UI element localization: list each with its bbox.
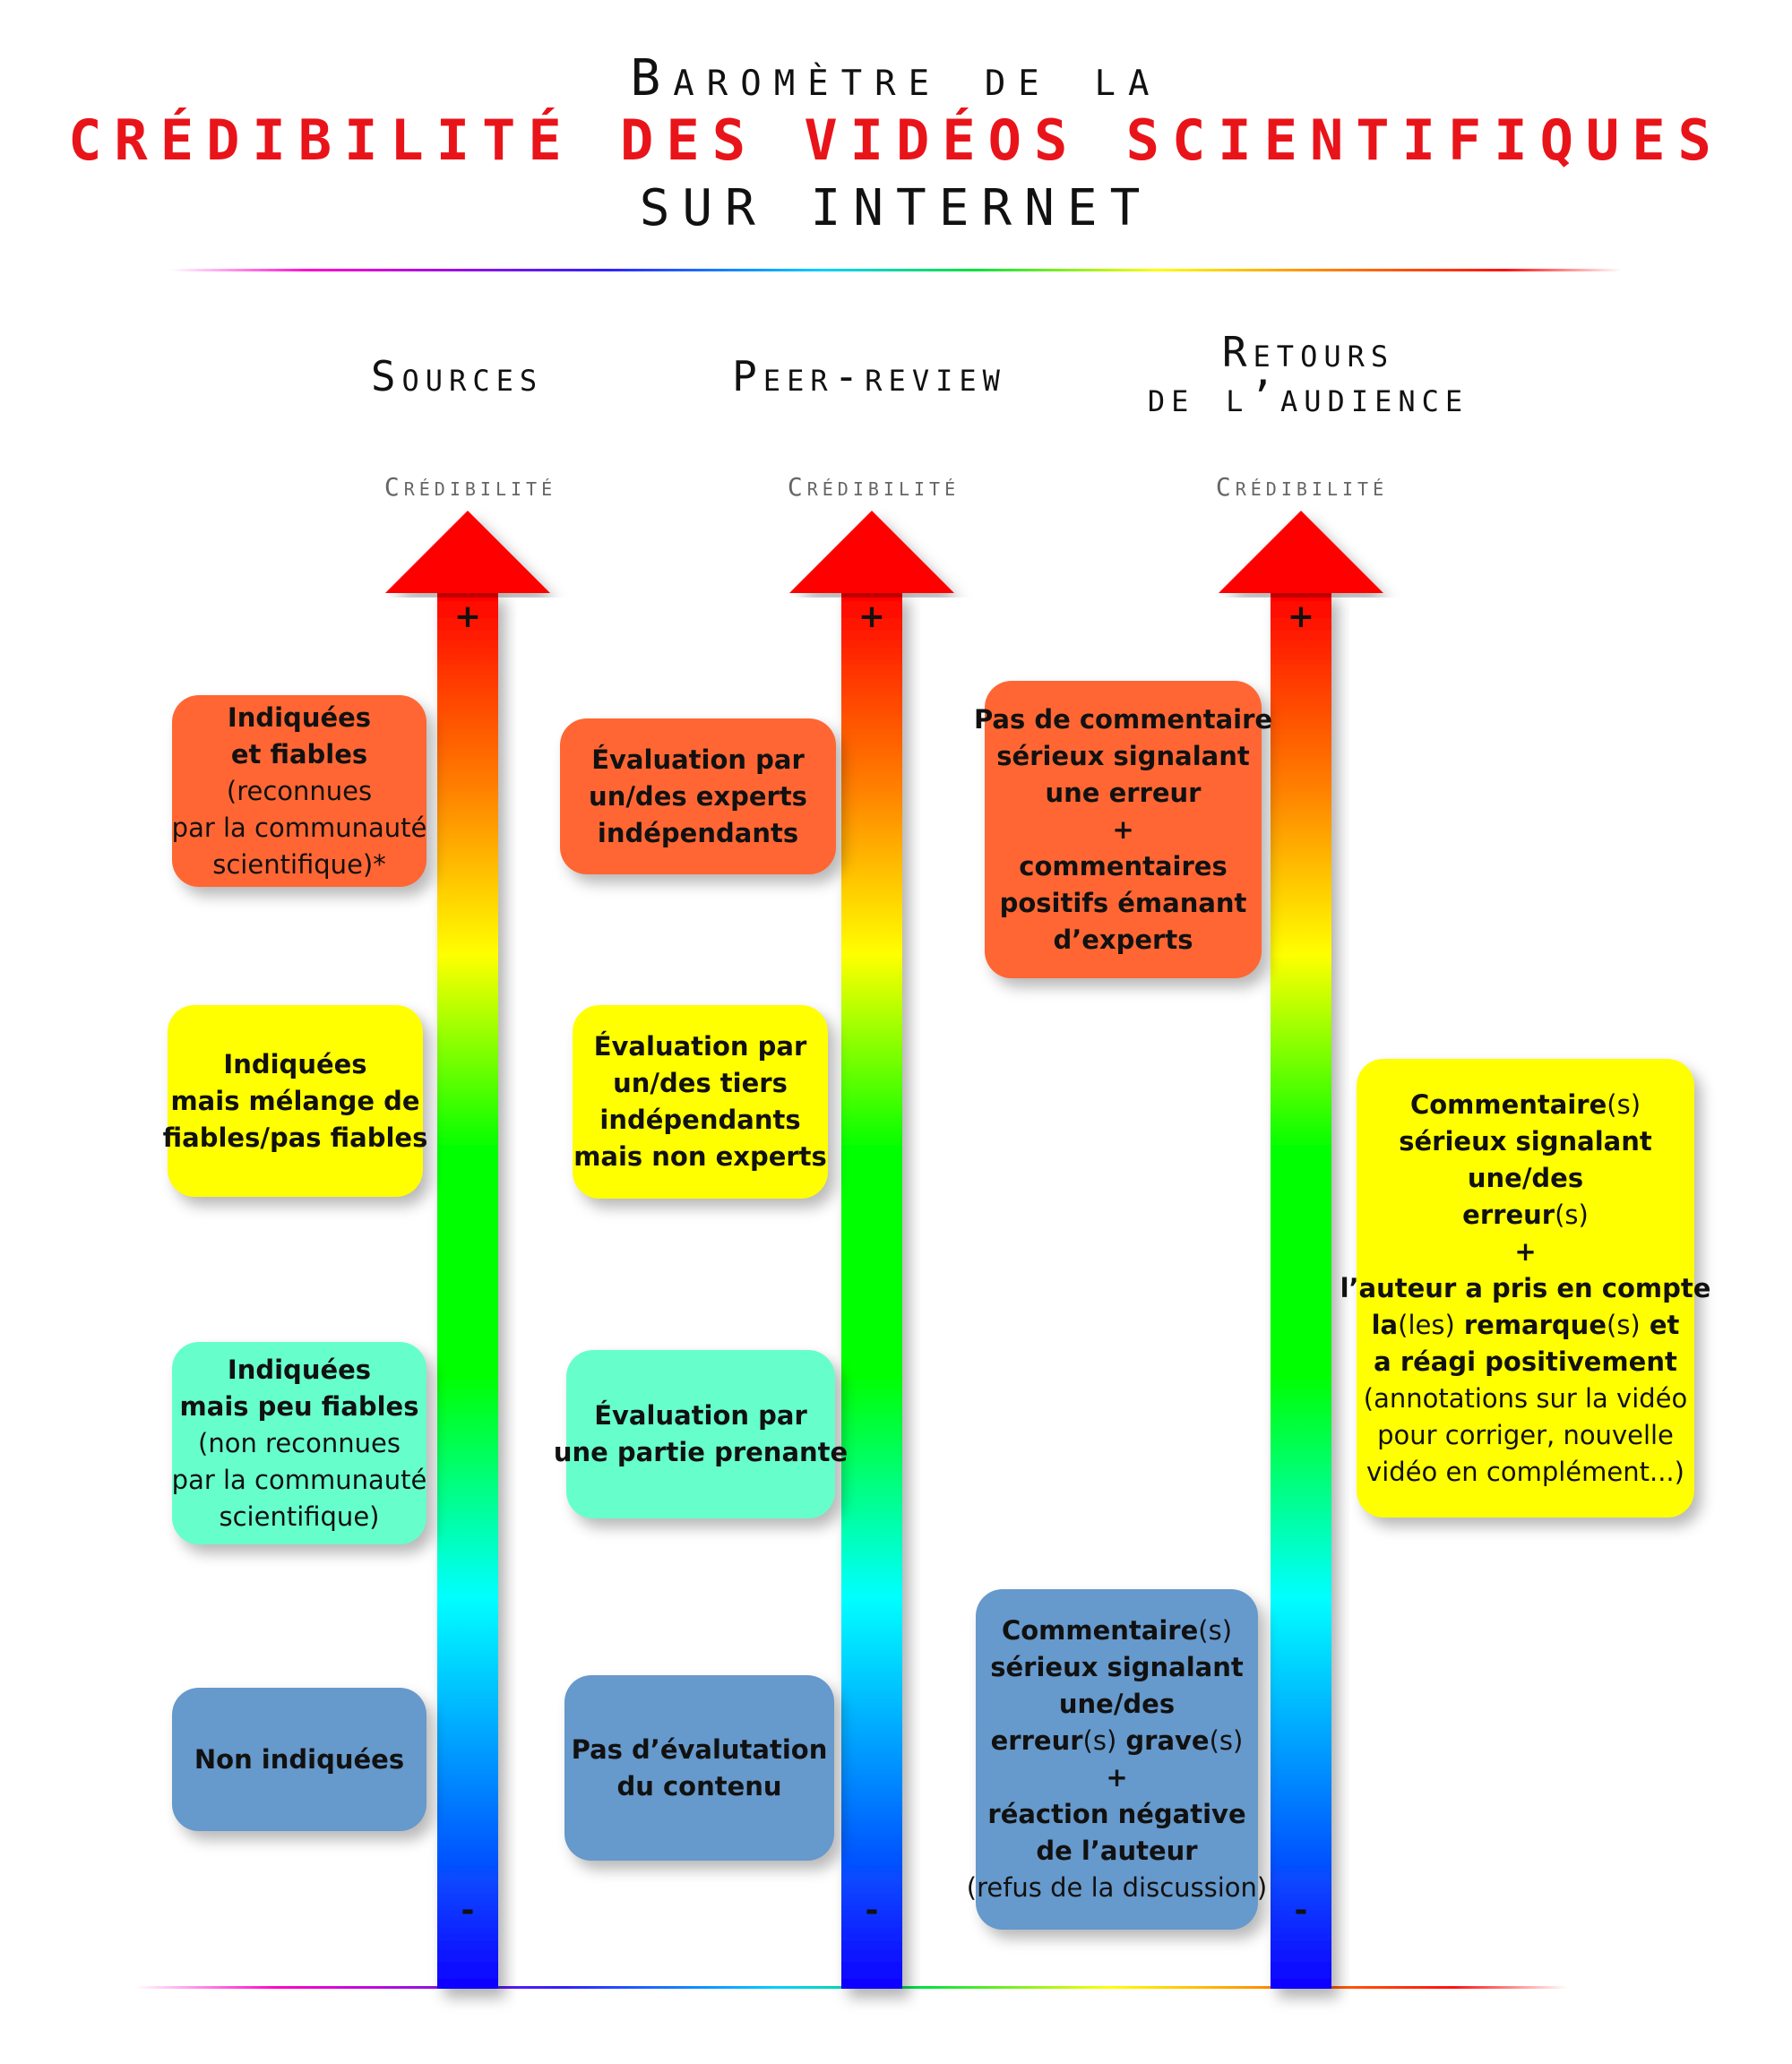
box-text-line	[1046, 775, 1202, 812]
peer-review-box-experts	[560, 718, 836, 874]
box-text-line	[1410, 1087, 1641, 1123]
box-text-segment: par la communauté	[171, 1464, 427, 1495]
box-text-line	[227, 773, 372, 810]
box-text-segment: (s)	[1209, 1725, 1244, 1756]
box-text-line	[990, 1649, 1243, 1686]
box-text-segment: (reconnues	[226, 775, 373, 806]
peer-review-box-non-experts	[573, 1005, 828, 1199]
minus-sign: -	[461, 1892, 475, 1929]
audience-box-positive	[973, 681, 1273, 978]
sources-box-reliable	[172, 695, 426, 887]
box-text-segment: réaction négative	[987, 1799, 1246, 1829]
box-text-segment: la	[1371, 1309, 1399, 1340]
column-header-line: Peer-review	[732, 352, 1006, 400]
top-rainbow-divider	[170, 269, 1622, 271]
box-text-segment: +	[1106, 1762, 1128, 1793]
box-text-line	[223, 1046, 366, 1083]
box-text-line	[991, 1723, 1244, 1759]
box-text-line	[1468, 1160, 1583, 1197]
credibility-label-peer-review: Crédibilité	[787, 472, 961, 502]
box-text-line	[987, 1796, 1245, 1833]
box-text-segment: (s)	[1607, 1088, 1641, 1120]
peer-review-box-stakeholder	[553, 1350, 849, 1518]
minus-sign: -	[1294, 1892, 1308, 1929]
box-text-line	[1374, 1344, 1677, 1380]
box-text-segment: d’experts	[1053, 924, 1193, 955]
box-text-line	[198, 1425, 401, 1462]
box-text-segment: un/des tiers	[613, 1068, 788, 1098]
box-text-line	[572, 1732, 828, 1768]
box-text-segment: par la communauté	[171, 812, 427, 843]
box-text-line	[1106, 1759, 1127, 1796]
box-text-segment: a réagi positivement	[1374, 1346, 1677, 1377]
box-text-segment: indépendants	[597, 817, 799, 848]
column-header-line: Sources	[370, 352, 544, 400]
box-text-segment: (s)	[1607, 1309, 1641, 1340]
box-text-segment: Non indiquées	[194, 1743, 405, 1775]
box-text-segment: Évaluation par	[594, 1400, 807, 1431]
box-text-segment: grave	[1116, 1725, 1210, 1756]
box-text-line	[1462, 1197, 1589, 1234]
box-text-segment: (s)	[1082, 1725, 1117, 1756]
box-text-segment: mais mélange de	[170, 1085, 420, 1116]
box-text-segment: Commentaire	[1001, 1615, 1199, 1646]
box-text-segment: indépendants	[599, 1105, 801, 1135]
peer-review-box-none	[564, 1675, 834, 1861]
box-text-line	[598, 815, 798, 852]
box-text-line	[194, 1742, 404, 1778]
box-text-segment: erreur	[990, 1725, 1083, 1756]
column-header-peer-review	[663, 354, 1075, 399]
box-text-segment: Pas d’évalutation	[571, 1733, 828, 1765]
box-text-segment: fiables/pas fiables	[162, 1122, 428, 1153]
box-text-line	[1340, 1270, 1711, 1307]
title-line-1: Baromètre de la	[630, 49, 1162, 108]
box-text-segment: Indiquées	[223, 1048, 367, 1079]
box-text-segment: scientifique)	[219, 1501, 380, 1532]
box-text-segment: vidéo en complément...)	[1366, 1456, 1684, 1487]
plus-sign: +	[857, 598, 886, 635]
plus-sign: +	[1287, 598, 1315, 635]
plus-sign: +	[453, 598, 482, 635]
box-text-line	[1364, 1380, 1688, 1417]
audience-box-negative	[966, 1589, 1268, 1930]
box-text-line	[573, 1139, 827, 1175]
sources-box-mixed	[162, 1005, 428, 1197]
box-text-segment: une/des	[1058, 1689, 1176, 1719]
box-text-line	[1059, 1686, 1175, 1723]
box-text-segment: un/des experts	[589, 780, 807, 812]
box-text-segment: Évaluation par	[591, 744, 805, 775]
box-text-segment: et fiables	[230, 738, 368, 770]
box-text-line	[589, 778, 807, 815]
credibility-label-sources: Crédibilité	[383, 472, 557, 502]
box-text-line	[599, 1102, 800, 1139]
box-text-line	[1366, 1454, 1684, 1491]
box-text-segment: du contenu	[616, 1770, 782, 1802]
credibility-label-audience: Crédibilité	[1215, 472, 1389, 502]
box-text-segment: une partie prenante	[553, 1437, 849, 1467]
box-text-line	[228, 1352, 371, 1389]
column-header-sources	[296, 354, 618, 399]
box-text-segment: (les)	[1398, 1309, 1455, 1340]
box-text-line	[1112, 812, 1133, 848]
box-text-segment: +	[1112, 813, 1134, 845]
box-text-segment: scientifique)*	[212, 848, 386, 880]
box-text-line	[594, 1398, 807, 1434]
box-text-segment: Indiquées	[227, 701, 372, 733]
box-text-segment: et	[1640, 1309, 1680, 1340]
title-line-2: CRÉDIBILITÉ DES VIDÉOS SCIENTIFIQUES	[68, 108, 1724, 173]
sources-box-unreliable	[172, 1342, 426, 1544]
box-text-segment: mais peu fiables	[179, 1390, 419, 1422]
box-text-segment: Indiquées	[227, 1354, 372, 1385]
box-text-line	[554, 1434, 848, 1471]
box-text-line	[172, 1462, 427, 1499]
box-text-line	[591, 742, 805, 778]
box-text-segment: remarque	[1454, 1309, 1607, 1340]
box-text-segment: pour corriger, nouvelle	[1377, 1419, 1674, 1450]
box-text-segment: mais non experts	[573, 1141, 827, 1172]
sources-box-not-indicated	[172, 1688, 426, 1831]
box-text-segment: sérieux signalant	[990, 1652, 1244, 1682]
box-text-segment: l’auteur a pris en compte	[1340, 1272, 1711, 1303]
box-text-segment: de l’auteur	[1036, 1836, 1198, 1866]
box-text-line	[1036, 1833, 1197, 1870]
box-text-segment: erreur	[1462, 1199, 1555, 1230]
box-text-line	[163, 1120, 428, 1157]
box-text-segment: sérieux signalant	[996, 740, 1250, 771]
box-text-line	[231, 736, 367, 773]
minus-sign: -	[865, 1892, 879, 1929]
box-text-line	[228, 700, 371, 736]
box-text-line	[967, 1870, 1267, 1906]
box-text-line	[613, 1065, 788, 1102]
box-text-segment: commentaires	[1019, 850, 1228, 882]
audience-box-errors-fixed	[1340, 1059, 1711, 1518]
box-text-line	[594, 1028, 807, 1065]
box-text-line	[1372, 1307, 1680, 1344]
box-text-line	[1002, 1612, 1232, 1649]
box-text-segment: (refus de la discussion)	[966, 1872, 1268, 1903]
box-text-segment: Évaluation par	[593, 1031, 807, 1062]
box-text-line	[1019, 848, 1227, 885]
box-text-line	[1399, 1123, 1651, 1160]
box-text-line	[220, 1499, 380, 1535]
column-header-line: de l’audience	[1147, 373, 1469, 421]
box-text-segment: +	[1514, 1235, 1537, 1267]
box-text-line	[974, 701, 1272, 738]
box-text-line	[212, 847, 385, 883]
box-text-segment: une/des	[1467, 1162, 1584, 1193]
box-text-line	[996, 738, 1249, 775]
box-text-segment: (non reconnues	[198, 1427, 401, 1458]
box-text-line	[616, 1768, 781, 1805]
box-text-segment: (s)	[1198, 1615, 1233, 1646]
column-header-line: Retours	[1221, 328, 1395, 376]
title-line-3: SUR INTERNET	[639, 179, 1153, 237]
box-text-segment: positifs émanant	[999, 887, 1247, 918]
box-text-segment: Commentaire	[1409, 1088, 1607, 1120]
box-text-line	[1514, 1234, 1536, 1270]
box-text-segment: Pas de commentaire	[973, 703, 1273, 735]
box-text-segment: (annotations sur la vidéo	[1363, 1382, 1688, 1414]
box-text-line	[180, 1389, 419, 1425]
box-text-segment: sérieux signalant	[1399, 1125, 1652, 1157]
box-text-line	[1053, 922, 1193, 959]
box-text-segment: une erreur	[1045, 777, 1202, 808]
column-header-audience	[1075, 330, 1541, 419]
box-text-segment: (s)	[1555, 1199, 1589, 1230]
box-text-line	[1377, 1417, 1674, 1454]
box-text-line	[1000, 885, 1247, 922]
box-text-line	[172, 810, 427, 847]
box-text-line	[170, 1083, 419, 1120]
